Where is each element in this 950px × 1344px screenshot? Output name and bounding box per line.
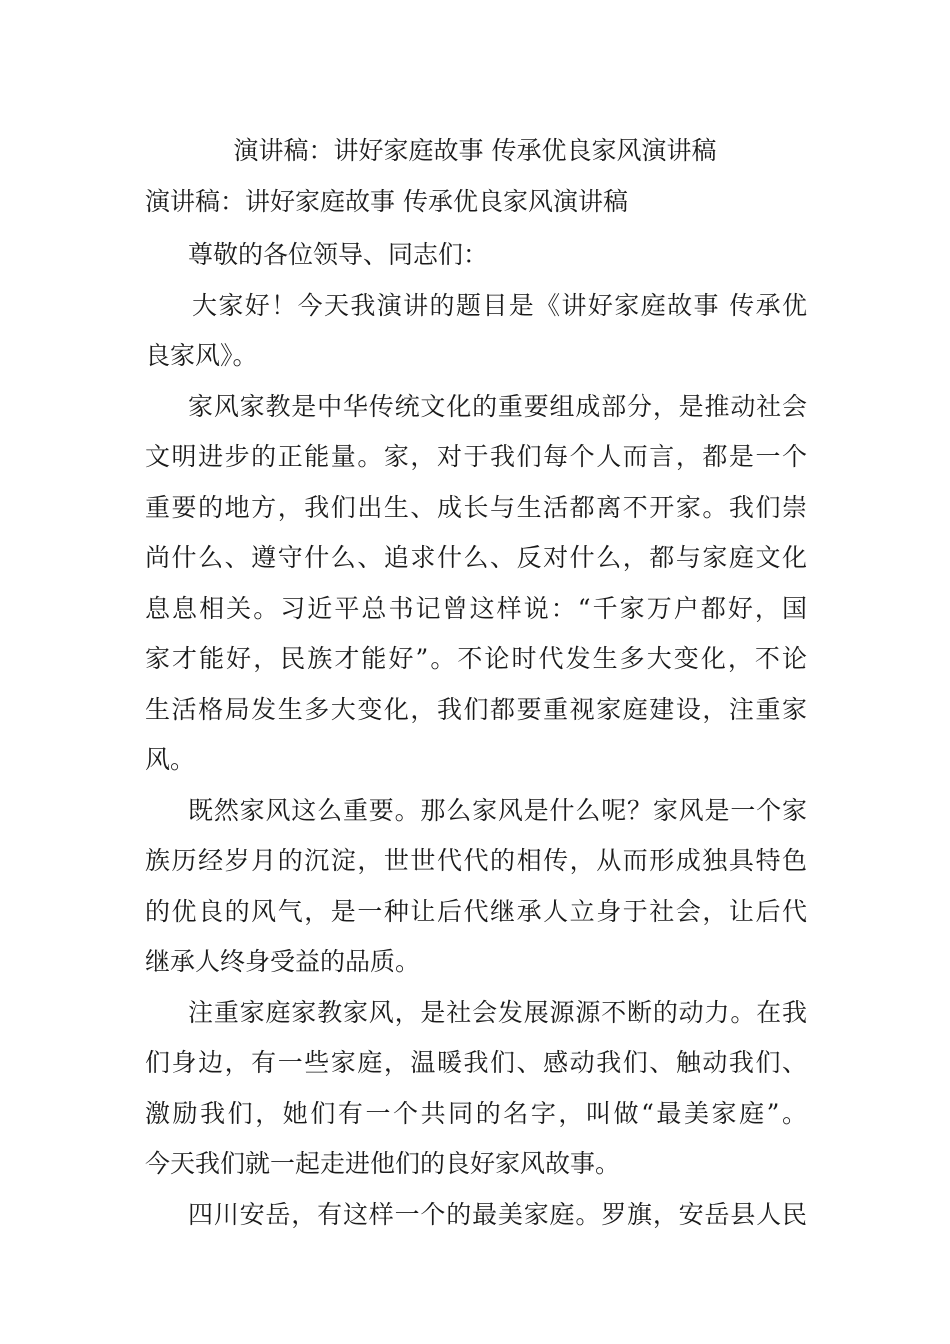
paragraph-line: 激励我们，她们有一个共同的名字，叫做“最美家庭”。 bbox=[145, 1098, 807, 1128]
document-subtitle: 演讲稿：讲好家庭故事 传承优良家风演讲稿 bbox=[145, 187, 628, 216]
paragraph bbox=[145, 1190, 807, 1241]
paragraph-line: 四川安岳，有这样一个的最美家庭。罗旗，安岳县人民 bbox=[188, 1199, 807, 1229]
paragraph-line: 重要的地方，我们出生、成长与生活都离不开家。我们崇 bbox=[145, 492, 807, 522]
paragraph bbox=[145, 382, 807, 786]
paragraph-line: 的优良的风气，是一种让后代继承人立身于社会，让后代 bbox=[145, 896, 807, 926]
paragraph-line: 生活格局发生多大变化，我们都要重视家庭建设，注重家 bbox=[145, 694, 807, 724]
paragraph-line: 注重家庭家教家风，是社会发展源源不断的动力。在我 bbox=[188, 997, 807, 1027]
paragraph-line: 风。 bbox=[145, 745, 196, 774]
paragraph-line: 家才能好，民族才能好”。不论时代发生多大变化，不论 bbox=[145, 644, 807, 673]
paragraph bbox=[145, 988, 807, 1190]
paragraph bbox=[145, 786, 807, 988]
paragraph-line: 良家风》。 bbox=[145, 341, 258, 370]
paragraph bbox=[145, 281, 807, 382]
paragraph-line: 今天我们就一起走进他们的良好家风故事。 bbox=[145, 1149, 621, 1178]
paragraph-line: 继承人终身受益的品质。 bbox=[145, 947, 421, 976]
paragraph-line: 文明进步的正能量。家，对于我们每个人而言，都是一个 bbox=[145, 442, 807, 471]
document-title: 演讲稿：讲好家庭故事 传承优良家风演讲稿 bbox=[233, 136, 717, 165]
greeting bbox=[145, 230, 807, 281]
paragraph-line: 尚什么、遵守什么、追求什么、反对什么，都与家庭文化 bbox=[145, 543, 807, 572]
paragraph-line: 既然家风这么重要。那么家风是什么呢？家风是一个家 bbox=[188, 795, 807, 825]
greeting-line: 尊敬的各位领导、同志们： bbox=[188, 240, 489, 269]
paragraph-line: 大家好！今天我演讲的题目是《讲好家庭故事 传承优 bbox=[192, 290, 807, 320]
paragraph-line: 家风家教是中华传统文化的重要组成部分，是推动社会 bbox=[188, 391, 807, 421]
document-body bbox=[145, 230, 807, 1240]
paragraph-line: 们身边，有一些家庭，温暖我们、感动我们、触动我们、 bbox=[145, 1048, 807, 1077]
paragraph-line: 族历经岁月的沉淀，世世代代的相传，从而形成独具特色 bbox=[145, 846, 807, 875]
paragraph-line: 息息相关。习近平总书记曾这样说：“千家万户都好，国 bbox=[145, 593, 807, 623]
